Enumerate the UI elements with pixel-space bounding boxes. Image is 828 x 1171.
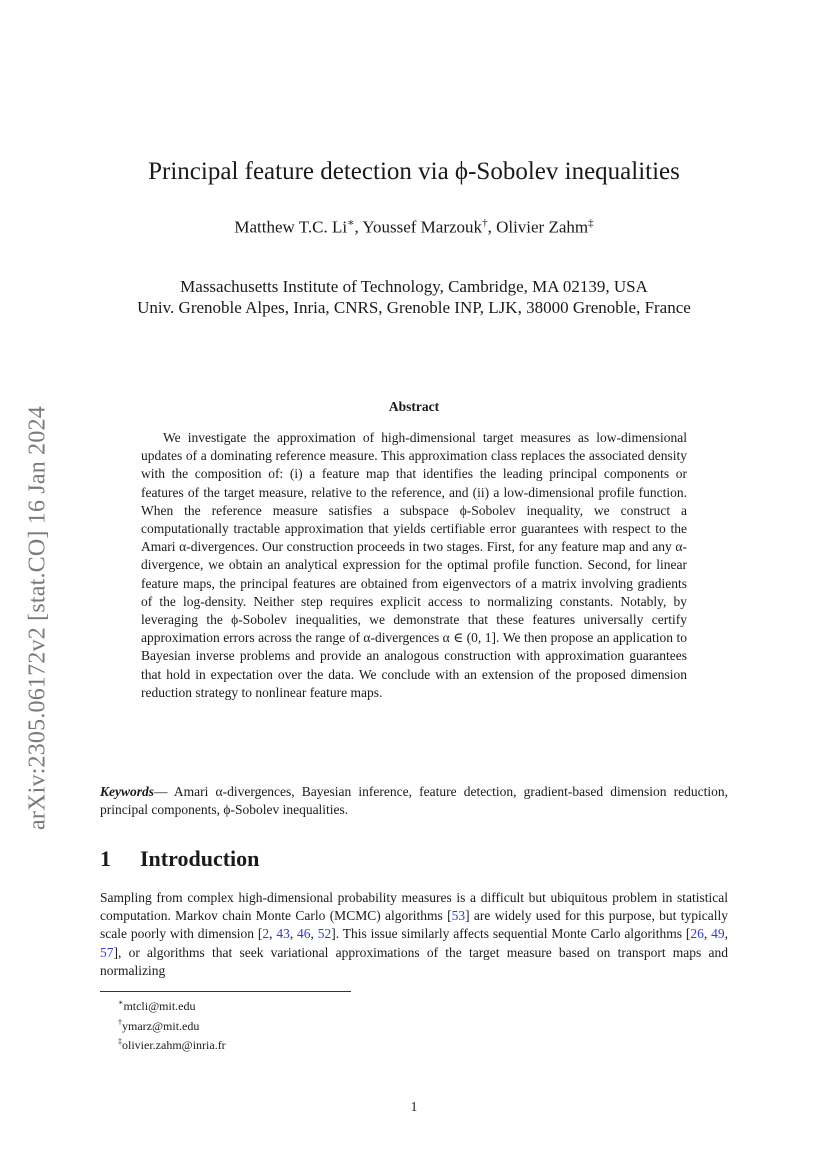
citation-link[interactable]: 2: [262, 926, 270, 942]
author-name: Matthew T.C. Li: [234, 217, 348, 237]
affiliation: Univ. Grenoble Alpes, Inria, CNRS, Grenoble INP, LJK, 38000 Grenoble, France: [137, 298, 691, 317]
paragraph-text: ,: [310, 926, 318, 942]
introduction-paragraph: [100, 889, 728, 980]
arxiv-identifier: arXiv:2305.06172v2 [stat.CO] 16 Jan 2024: [24, 406, 51, 830]
section-title: Introduction: [140, 846, 260, 871]
citation-link[interactable]: 46: [297, 926, 311, 942]
citation-link[interactable]: 49: [711, 926, 725, 942]
affiliation: Massachusetts Institute of Technology, Cambridge, MA 02139, USA: [180, 277, 648, 296]
footnote: [118, 1034, 226, 1054]
paragraph-text: ,: [724, 926, 728, 942]
footnote-email[interactable]: mtcli@mit.edu: [123, 999, 196, 1013]
footnote-mark: †: [118, 1017, 122, 1027]
citation-link[interactable]: 52: [317, 926, 332, 942]
affiliations: [100, 276, 728, 318]
footnote-email[interactable]: olivier.zahm@inria.fr: [122, 1038, 226, 1052]
keywords-dash: —: [154, 784, 174, 799]
abstract-heading: Abstract: [388, 399, 440, 414]
author-footnote-mark[interactable]: ∗: [347, 217, 355, 229]
paragraph-text: Sampling from complex high-dimensional probability measures is a difficult but ubiquitous problem in statistical computation. Markov chain Monte Carlo (MCMC) algorithms [: [100, 890, 728, 924]
footnote: [118, 1015, 226, 1035]
author-footnote-mark[interactable]: †: [482, 217, 488, 229]
author-name: Olivier Zahm: [496, 217, 589, 237]
footnote-mark: ∗: [118, 998, 124, 1007]
paper-title: Principal feature detection via ϕ-Sobolev inequalities: [148, 158, 680, 185]
paragraph-text: ], or algorithms that seek variational approximations of the target measure based on transport maps and normalizing: [100, 944, 728, 978]
footnotes: [118, 995, 226, 1054]
paragraph-text: ] are widely used for this purpose, but typically scale poorly with dimension [: [100, 908, 728, 942]
paragraph-text: ,: [269, 926, 277, 942]
author-name: Youssef Marzouk: [362, 217, 483, 237]
citation-link[interactable]: 57: [100, 944, 114, 960]
footnote: [118, 995, 226, 1015]
paragraph-text: ,: [289, 926, 298, 942]
keywords: [100, 783, 728, 819]
section-heading: [100, 846, 728, 872]
keywords-text: Amari α-divergences, Bayesian inference, feature detection, gradient-based dimension reduction, principal components, ϕ-Sobolev inequalities.: [100, 784, 728, 818]
author-footnote-mark[interactable]: ‡: [588, 217, 594, 229]
footnote-email[interactable]: ymarz@mit.edu: [122, 1018, 200, 1033]
abstract-text: We investigate the approximation of high-dimensional target measures as low-dimensional updates of a dominating reference measure. This approximation class replaces the associated density with the composition of: (i) a feature map that identifies the leading principal components or features of the target measure, relative to the reference, and (ii) a low-dimensional profile function. When the reference measure satisfies a subspace ϕ-Sobolev inequality, we construct a computationally tractable approximation that yields certifiable error guarantees with respect to the Amari α-divergences. Our construction proceeds in two stages. First, for any feature map and any α-divergence, we obtain an analytical expression for the optimal profile function. Second, for linear feature maps, the principal features are obtained from eigenvectors of a matrix involving gradients of the log-density. Neither step requires explicit access to normalizing constants. Notably, by leveraging the ϕ-Sobolev inequalities, we demonstrate that these features universally certify approximation errors across the range of α-divergences α ∈ (0, 1]. We then propose an application to Bayesian inverse problems and provide an analogous construction with approximation guarantees that hold in expectation over the data. We conclude with an extension of the proposed dimension reduction strategy to nonlinear feature maps.: [141, 430, 687, 700]
page-number: 1: [410, 1099, 418, 1114]
author-list: Matthew T.C. Li∗, Youssef Marzouk†, Olivier Zahm‡: [234, 217, 594, 237]
footnote-mark: ‡: [118, 1037, 122, 1046]
keywords-label: Keywords: [100, 784, 154, 799]
footnote-divider: [100, 991, 351, 992]
arxiv-sidebar: [20, 368, 56, 868]
section-number: 1: [100, 846, 111, 871]
citation-link[interactable]: 26: [690, 926, 704, 942]
paragraph-text: ,: [703, 926, 712, 942]
paragraph-text: ]. This issue similarly affects sequential Monte Carlo algorithms [: [331, 926, 691, 942]
citation-link[interactable]: 53: [451, 908, 466, 924]
citation-link[interactable]: 43: [276, 926, 290, 942]
